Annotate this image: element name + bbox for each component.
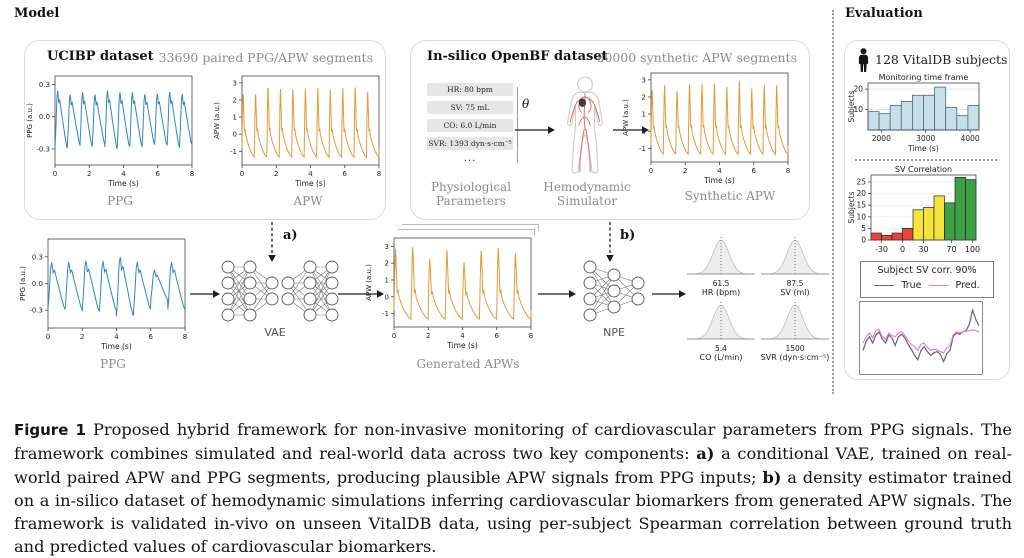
posterior-label: SV (ml) — [780, 288, 810, 297]
svg-text:Time (s): Time (s) — [295, 179, 326, 188]
arrow-a-dashed — [266, 222, 278, 266]
arrow-theta-to-simulator — [515, 121, 555, 140]
ppg-ucibp-plot — [23, 71, 198, 199]
svg-text:25: 25 — [856, 177, 866, 187]
svg-text:0: 0 — [239, 170, 245, 178]
ucibp-subtitle: 33690 paired PPG/APW segments — [158, 50, 373, 65]
arrow-b-dashed — [604, 222, 616, 266]
posterior-label: SVR (dyn·s·cm⁻⁵) — [760, 353, 830, 362]
svg-text:20: 20 — [856, 189, 866, 199]
npe-network — [582, 258, 646, 328]
posterior-label: CO (L/min) — [699, 353, 743, 362]
ppg-ucibp-caption: PPG — [107, 194, 133, 208]
svg-text:Time (s): Time (s) — [908, 144, 939, 153]
generated-apw-plot — [362, 233, 537, 361]
svg-text:3: 3 — [232, 79, 237, 88]
svg-text:5: 5 — [861, 223, 866, 233]
caption-part: a density estimator trained on a in-silico dataset of hemodynamic simulations inferring cardiovascular biomarkers from generated APW signals. The framework is validated in-vivo on unseen VitalDB data, using per-subject Spearman correlation between ground truth and predicted values of cardiovascular biomarkers. — [14, 467, 1012, 557]
caption-part: a) — [696, 444, 715, 464]
svg-text:0.3: 0.3 — [31, 253, 43, 262]
svg-text:Subjects: Subjects — [847, 191, 856, 224]
svg-text:100: 100 — [964, 245, 981, 254]
human-body-icon — [559, 75, 611, 183]
svg-text:0: 0 — [45, 333, 51, 341]
svg-text:Time (s): Time (s) — [447, 341, 478, 350]
sv-trace-plot — [859, 301, 983, 379]
subjects-count: 128 VitalDB subjects — [875, 52, 1008, 67]
svg-text:6: 6 — [155, 170, 160, 178]
arrow-npe-to-posteriors — [652, 285, 686, 304]
parameter-chip: CO: 6.0 L/min — [427, 119, 513, 132]
model-section-label: Model — [14, 6, 60, 21]
svg-text:8: 8 — [189, 170, 195, 178]
svg-text:0: 0 — [232, 130, 237, 139]
posterior-grid — [686, 234, 834, 364]
ppg-input-plot — [16, 234, 191, 362]
posterior-cell — [686, 234, 756, 297]
svg-text:2: 2 — [274, 170, 279, 178]
monitoring-histogram — [847, 71, 1005, 163]
figure-caption — [14, 418, 1012, 558]
svg-text:0.0: 0.0 — [31, 280, 43, 288]
caption-part: Proposed hybrid framework for non-invasive monitoring of cardiovascular parameters from PPG signals. The framework combines simulated and real-world data across two key components: — [14, 420, 1012, 464]
svg-text:2000: 2000 — [871, 134, 891, 143]
a-label: a) — [283, 228, 298, 243]
svg-text:APW (a.u.): APW (a.u.) — [622, 99, 630, 136]
hemodynamic-simulator-caption: Hemodynamic Simulator — [543, 180, 631, 208]
posterior-cell — [686, 299, 756, 362]
svg-text:3000: 3000 — [916, 134, 936, 143]
insilico-title: In-silico OpenBF dataset — [427, 49, 608, 64]
posterior-value: 1500 — [785, 344, 805, 353]
legend-pred-label: Pred. — [955, 280, 980, 291]
svg-text:8: 8 — [528, 332, 534, 340]
sv-correlation-histogram — [847, 163, 1005, 267]
true-line-sample — [874, 285, 894, 286]
svg-text:Time (s): Time (s) — [101, 342, 132, 351]
svg-text:8: 8 — [376, 170, 382, 178]
svg-text:70: 70 — [946, 245, 957, 254]
evaluation-section-label: Evaluation — [845, 6, 923, 21]
svg-text:1: 1 — [232, 113, 237, 122]
posterior-value: 5.4 — [715, 344, 727, 353]
svg-text:0.0: 0.0 — [38, 113, 50, 122]
svg-text:Time (s): Time (s) — [108, 179, 139, 188]
svg-text:-1: -1 — [639, 144, 646, 153]
sv-legend-box — [860, 261, 994, 298]
svg-text:0.3: 0.3 — [38, 81, 50, 90]
ucibp-dataset-panel — [24, 40, 386, 220]
svg-text:2: 2 — [87, 170, 92, 178]
legend-true-label: True — [901, 280, 922, 291]
apw-ucibp-caption: APW — [293, 194, 323, 208]
parameters-ellipsis: ... — [463, 153, 477, 164]
svg-text:-0.3: -0.3 — [29, 306, 43, 315]
svg-text:2: 2 — [80, 333, 85, 341]
pred-line-sample — [929, 285, 949, 286]
vae-label: VAE — [264, 326, 286, 339]
physiological-parameters-caption: Physiological Parameters — [430, 180, 512, 208]
svg-text:30: 30 — [918, 245, 929, 254]
parameter-chip: HR: 80 bpm — [427, 83, 513, 96]
caption-part: a conditional VAE, trained on real-world paired APW and PPG segments, producing plausible APW signals from PPG inputs; — [14, 444, 1013, 487]
svg-text:0: 0 — [648, 167, 654, 175]
svg-text:-1: -1 — [230, 147, 237, 156]
sv-legend-row — [861, 280, 993, 291]
svg-text:1: 1 — [384, 276, 389, 285]
svg-text:1: 1 — [641, 110, 646, 119]
ppg-input-caption: PPG — [100, 357, 126, 371]
svg-text:4: 4 — [460, 332, 465, 340]
sv-legend-title: Subject SV corr. 90% — [877, 265, 977, 276]
arrow-ppg-to-vae — [190, 285, 220, 304]
svg-text:0: 0 — [384, 293, 389, 302]
b-label: b) — [620, 228, 636, 243]
svg-text:4: 4 — [114, 333, 119, 341]
posterior-cell — [760, 234, 830, 297]
svg-text:Time (s): Time (s) — [704, 176, 735, 185]
svg-text:6: 6 — [342, 170, 347, 178]
svg-text:8: 8 — [182, 333, 188, 341]
svg-text:0: 0 — [641, 127, 646, 136]
svg-text:20: 20 — [853, 84, 863, 94]
caption-part: Figure 1 — [14, 421, 86, 440]
posterior-value: 87.5 — [786, 279, 804, 288]
svg-text:4: 4 — [308, 170, 313, 178]
vae-network — [218, 258, 342, 328]
svg-text:PPG (a.u.): PPG (a.u.) — [19, 266, 27, 301]
svg-text:2: 2 — [641, 93, 646, 102]
svg-text:-1: -1 — [382, 310, 389, 319]
svg-text:-0.3: -0.3 — [36, 145, 50, 154]
svg-text:2: 2 — [384, 259, 389, 268]
synthetic-apw-plot — [619, 68, 794, 196]
svg-text:6: 6 — [494, 332, 499, 340]
posterior-value: 61.5 — [712, 279, 730, 288]
evaluation-panel — [844, 40, 1010, 380]
insilico-dataset-panel — [410, 40, 810, 220]
generated-apw-caption: Generated APWs — [416, 357, 520, 371]
insilico-subtitle: 80000 synthetic APW segments — [596, 50, 797, 65]
parameter-chip: SV: 75 mL — [427, 101, 513, 114]
parameter-chip: SVR: 1393 dyn·s·cm⁻⁵ — [428, 139, 512, 148]
svg-text:10: 10 — [853, 105, 863, 115]
svg-text:4000: 4000 — [960, 134, 980, 143]
parameter-chip-list — [427, 83, 513, 155]
svg-text:0: 0 — [899, 245, 906, 254]
svg-text:2: 2 — [683, 167, 688, 175]
svg-text:6: 6 — [148, 333, 153, 341]
svg-text:3: 3 — [641, 76, 646, 85]
posterior-label: HR (bpm) — [701, 288, 741, 297]
npe-label: NPE — [603, 326, 625, 339]
svg-text:4: 4 — [717, 167, 722, 175]
svg-text:4: 4 — [121, 170, 126, 178]
apw-ucibp-plot — [210, 71, 385, 199]
svg-text:PPG (a.u.): PPG (a.u.) — [26, 103, 34, 138]
svg-text:Subjects: Subjects — [847, 90, 856, 123]
caption-part: b) — [762, 467, 782, 487]
svg-text:SV Correlation: SV Correlation — [894, 165, 953, 174]
svg-text:APW (a.u.): APW (a.u.) — [365, 264, 373, 301]
svg-text:0: 0 — [391, 332, 397, 340]
svg-text:3: 3 — [384, 242, 389, 251]
arrow-generated-to-npe — [538, 285, 576, 304]
svg-text:-30: -30 — [874, 245, 889, 254]
svg-text:0: 0 — [52, 170, 58, 178]
svg-text:2: 2 — [426, 332, 431, 340]
posterior-cell — [760, 299, 830, 362]
svg-text:15: 15 — [856, 200, 866, 210]
svg-text:Monitoring time frame: Monitoring time frame — [878, 73, 969, 82]
svg-text:2: 2 — [232, 96, 237, 105]
ucibp-title: UCIBP dataset — [47, 49, 154, 64]
synthetic-apw-caption: Synthetic APW — [684, 189, 776, 203]
evaluation-separator — [855, 159, 997, 161]
svg-text:8: 8 — [785, 167, 791, 175]
svg-text:10: 10 — [856, 212, 866, 222]
svg-text:0: 0 — [861, 235, 866, 245]
svg-text:APW (a.u.): APW (a.u.) — [213, 102, 221, 139]
theta-symbol: θ — [522, 97, 530, 111]
svg-text:6: 6 — [751, 167, 756, 175]
